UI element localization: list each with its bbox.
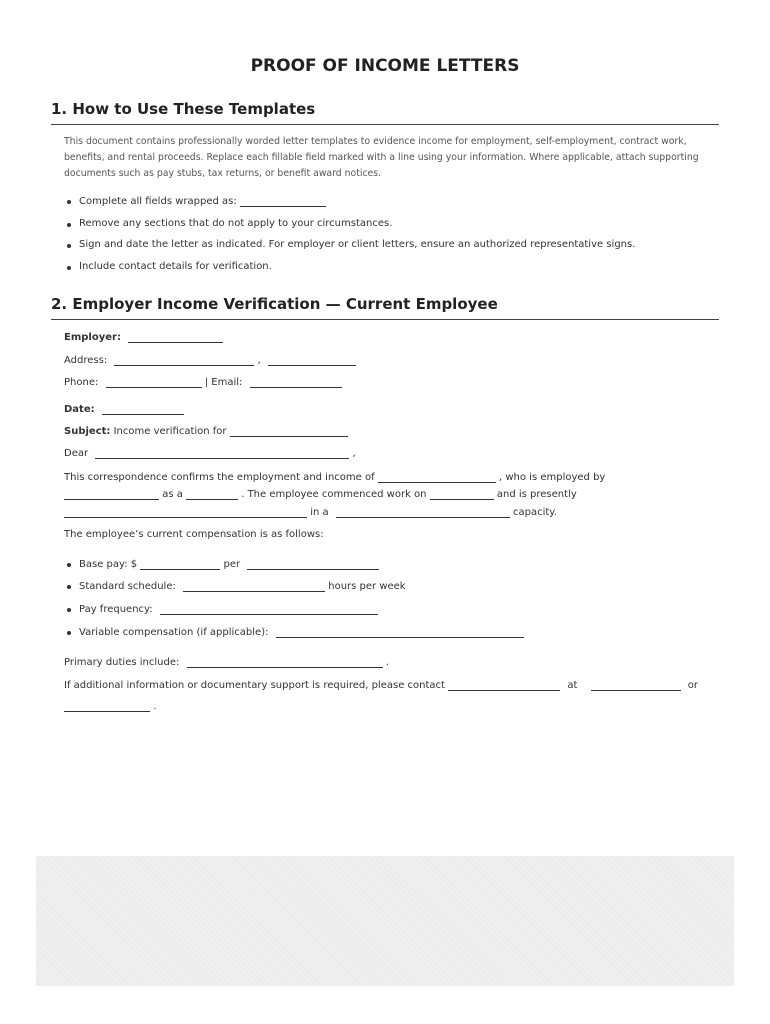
phone-email-row	[64, 376, 342, 388]
bullet-standard-schedule	[79, 580, 406, 592]
section-1-heading: 1. How to Use These Templates	[51, 100, 719, 125]
phone-label: Phone:	[64, 377, 99, 388]
duties-label: Primary duties include:	[64, 657, 180, 668]
variable-compensation-field[interactable]	[276, 626, 524, 638]
contact-at: at	[567, 680, 578, 691]
compensation-intro: The employee’s current compensation is as follows:	[64, 529, 324, 540]
contact-text: If additional information or documentary support is required, please contact	[64, 680, 445, 691]
date-row	[64, 403, 184, 415]
subject-name-field[interactable]	[230, 425, 348, 437]
paragraph-line-2	[64, 488, 577, 500]
address-row	[64, 354, 356, 366]
salutation-row	[64, 447, 356, 459]
hours-label: hours per week	[328, 581, 406, 592]
subject-text: Income verification for	[113, 426, 227, 437]
duties-period: .	[385, 657, 389, 668]
duties-row	[64, 656, 389, 668]
para1-text-a: This correspondence confirms the employment and income of	[64, 472, 375, 483]
paragraph-line-3	[64, 506, 557, 518]
recipient-name-field[interactable]	[95, 447, 349, 459]
example-blank-field	[240, 195, 326, 207]
employer-field[interactable]	[128, 331, 223, 343]
contact-name-field[interactable]	[448, 679, 560, 691]
para1-text-c: as a	[162, 489, 183, 500]
dear-label: Dear	[64, 448, 89, 459]
variable-label: Variable compensation (if applicable):	[79, 627, 269, 638]
bullet-base-pay	[79, 558, 379, 570]
per-label: per	[223, 559, 241, 570]
para1-text-e: and is presently	[496, 489, 577, 500]
contact-phone-field[interactable]	[591, 679, 681, 691]
date-label: Date:	[64, 404, 95, 415]
address-label: Address:	[64, 355, 108, 366]
address-city-field[interactable]	[268, 354, 356, 366]
company-name-field[interactable]	[64, 488, 159, 500]
bullet-variable-compensation	[79, 626, 524, 638]
para1-text-g: capacity.	[513, 507, 557, 518]
contact-row	[64, 679, 698, 691]
phone-field[interactable]	[106, 376, 202, 388]
email-field[interactable]	[250, 376, 342, 388]
start-date-field[interactable]	[430, 488, 494, 500]
contact-period: .	[153, 701, 157, 712]
bullet-contact-details: Include contact details for verification.	[79, 261, 272, 272]
intro-paragraph: This document contains professionally worded letter templates to evidence income for employment, self-employment, contract work, benefits, and rental proceeds. Replace each fillable field marked with a line using your information. Where applicable, attach supporting documents such as pay stubs, tax returns, or benefit award notices.	[64, 136, 699, 179]
duties-field[interactable]	[187, 656, 383, 668]
base-pay-field[interactable]	[140, 558, 220, 570]
hours-field[interactable]	[183, 580, 325, 592]
contact-row-2	[64, 700, 156, 712]
email-label: | Email:	[204, 377, 243, 388]
capacity-field[interactable]	[336, 506, 510, 518]
employer-row	[64, 331, 223, 343]
employee-name-field[interactable]	[378, 471, 496, 483]
contact-email-field[interactable]	[64, 700, 150, 712]
para1-text-d: . The employee commenced work on	[241, 489, 427, 500]
subject-row	[64, 425, 348, 437]
employer-label: Employer:	[64, 332, 121, 343]
pay-period-field[interactable]	[247, 558, 379, 570]
gray-placeholder-panel	[36, 856, 734, 986]
schedule-label: Standard schedule:	[79, 581, 176, 592]
salutation-comma: ,	[352, 448, 356, 459]
date-field[interactable]	[102, 403, 184, 415]
section-2-heading: 2. Employer Income Verification — Current Employee	[51, 295, 719, 320]
job-title-field[interactable]	[186, 488, 238, 500]
base-pay-label: Base pay: $	[79, 559, 138, 570]
bullet-complete-fields	[79, 195, 326, 207]
para1-text-b: , who is employed by	[499, 472, 606, 483]
employment-status-field[interactable]	[64, 506, 307, 518]
para1-text-f: in a	[310, 507, 329, 518]
bullet-text: Complete all fields wrapped as:	[79, 196, 237, 207]
bullet-remove-sections: Remove any sections that do not apply to your circumstances.	[79, 218, 393, 229]
contact-or: or	[687, 680, 698, 691]
bullet-sign-date: Sign and date the letter as indicated. For employer or client letters, ensure an authorized representative signs.	[79, 239, 636, 250]
document-title: PROOF OF INCOME LETTERS	[250, 56, 520, 76]
address-comma: ,	[257, 355, 261, 366]
pay-frequency-field[interactable]	[160, 603, 378, 615]
frequency-label: Pay frequency:	[79, 604, 153, 615]
address-street-field[interactable]	[114, 354, 254, 366]
paragraph-line-1	[64, 471, 605, 483]
bullet-pay-frequency	[79, 603, 378, 615]
subject-label: Subject:	[64, 426, 111, 437]
